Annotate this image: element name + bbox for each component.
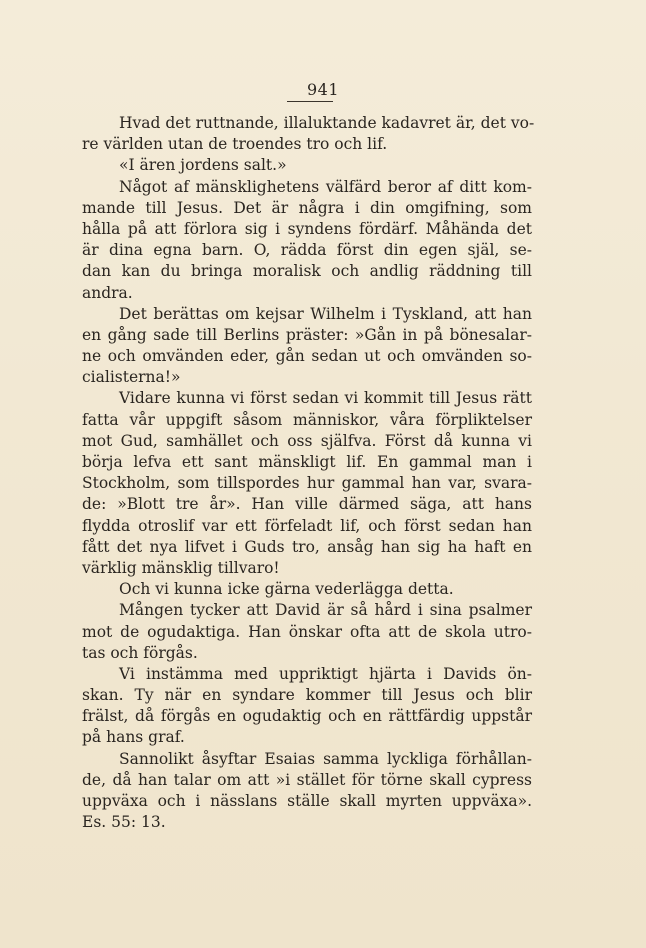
text-line: fatta vår uppgift såsom människor, våra förpliktelser	[82, 410, 532, 429]
text-line: «I ären jordens salt.»	[119, 156, 287, 175]
text-line: Sannolikt åsyftar Esaias samma lyckliga förhållan-	[119, 749, 532, 768]
text-line: Vidare kunna vi först sedan vi kommit till Jesus rätt	[119, 389, 532, 408]
text-line: Stockholm, som tillspordes hur gammal han var, svara-	[82, 474, 532, 493]
text-line: frälst, då förgås en ogudaktig och en rättfärdig uppstår	[82, 707, 532, 726]
text-line: dan kan du bringa moralisk och andlig räddning till	[82, 262, 532, 281]
text-line: andra.	[82, 283, 133, 302]
text-line: re världen utan de troendes tro och lif.	[82, 135, 388, 154]
text-line: Och vi kunna icke gärna vederlägga detta.	[119, 580, 454, 599]
body-text	[82, 113, 535, 833]
text-line: ne och omvänden eder, gån sedan ut och omvänden so-	[82, 347, 532, 366]
text-line: mande till Jesus. Det är några i din omgifning, som	[82, 198, 532, 217]
text-line: cialisterna!»	[82, 368, 181, 387]
text-line: värklig mänsklig tillvaro!	[82, 558, 280, 577]
text-line: Hvad det ruttnande, illaluktande kadavret är, det vo-	[119, 114, 535, 132]
text-line: Vi instämma med uppriktigt hjärta i Davids ön-	[119, 664, 532, 683]
text-line: hålla på att förlora sig i syndens fördärf. Måhända det	[82, 219, 532, 238]
text-line: Mången tycker att David är så hård i sina psalmer	[119, 601, 532, 620]
page-number-rule	[287, 101, 333, 102]
text-line: uppväxa och i nässlans ställe skall myrten uppväxa».	[82, 792, 532, 810]
text-line: Något af mänsklighetens välfärd beror af ditt kom-	[119, 177, 532, 196]
text-line: mot Gud, samhället och oss själfva. Först då kunna vi	[82, 431, 532, 450]
text-line: fått det nya lifvet i Guds tro, ansåg han sig ha haft en	[82, 537, 532, 556]
page-number: 941	[306, 80, 340, 99]
text-line: en gång sade till Berlins präster: »Gån in på bönesalar-	[82, 325, 532, 344]
text-line: tas och förgås.	[82, 643, 198, 662]
text-line: är dina egna barn. O, rädda först din egen själ, se-	[82, 241, 532, 260]
text-line: de: »Blott tre år». Han ville därmed säga, att hans	[82, 495, 532, 514]
text-line: på hans graf.	[82, 728, 185, 747]
text-line: Es. 55: 13.	[82, 813, 166, 832]
text-line: mot de ogudaktiga. Han önskar ofta att de skola utro-	[82, 622, 532, 641]
text-line: flydda otroslif var ett förfeladt lif, och först sedan han	[82, 516, 532, 535]
text-line: Det berättas om kejsar Wilhelm i Tyskland, att han	[119, 304, 532, 323]
text-line: skan. Ty när en syndare kommer till Jesus och blir	[82, 686, 532, 705]
text-line: börja lefva ett sant mänskligt lif. En gammal man i	[82, 453, 532, 471]
text-line: de, då han talar om att »i stället för törne skall cypress	[82, 770, 532, 789]
